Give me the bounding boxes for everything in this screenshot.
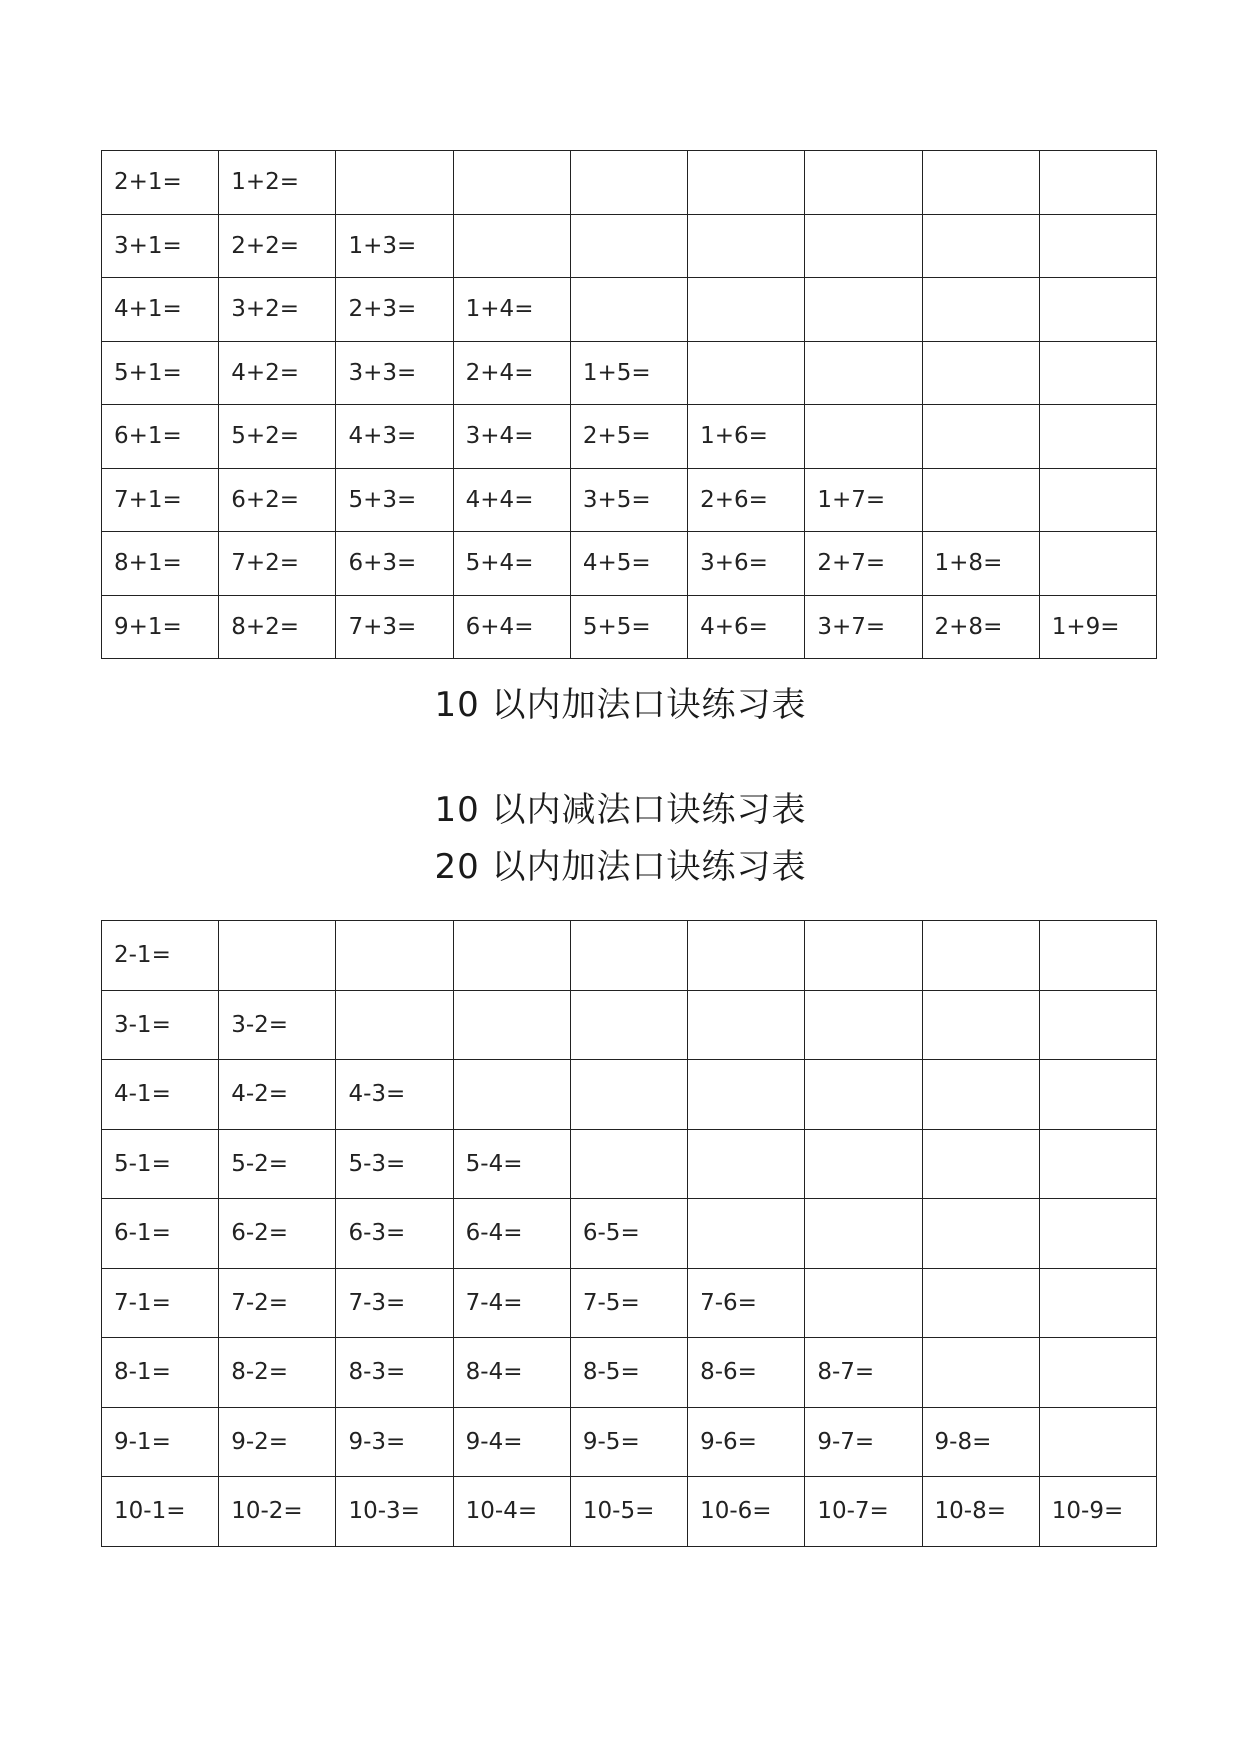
subtraction-table-body (102, 921, 1157, 1547)
table-cell (805, 214, 922, 278)
table-cell (1039, 278, 1156, 342)
table-cell (1039, 990, 1156, 1060)
table-cell (570, 151, 687, 215)
table-cell (688, 921, 805, 991)
table-cell: 1+7= (805, 468, 922, 532)
table-cell: 7+3= (336, 595, 453, 659)
table-cell (1039, 1199, 1156, 1269)
table-cell: 6-5= (570, 1199, 687, 1269)
table-cell (1039, 921, 1156, 991)
table-cell: 6-2= (219, 1199, 336, 1269)
table-cell: 7-5= (570, 1268, 687, 1338)
table-cell: 6-1= (102, 1199, 219, 1269)
table-cell: 6+1= (102, 405, 219, 469)
table-cell: 6-4= (453, 1199, 570, 1269)
table-cell (922, 1268, 1039, 1338)
table-cell: 3+5= (570, 468, 687, 532)
table-cell: 8-2= (219, 1338, 336, 1408)
table-cell (1039, 1129, 1156, 1199)
table-cell: 10-9= (1039, 1477, 1156, 1547)
table-row (102, 1199, 1157, 1269)
table-cell: 3+6= (688, 532, 805, 596)
table-cell (922, 341, 1039, 405)
table-cell: 10-5= (570, 1477, 687, 1547)
table-cell: 9-1= (102, 1407, 219, 1477)
table-cell: 8-6= (688, 1338, 805, 1408)
table-row (102, 278, 1157, 342)
table-cell: 3+3= (336, 341, 453, 405)
table-cell: 2+4= (453, 341, 570, 405)
table-cell: 3+1= (102, 214, 219, 278)
table-cell: 7+2= (219, 532, 336, 596)
table-row (102, 1407, 1157, 1477)
table-cell (1039, 151, 1156, 215)
table-cell: 6+4= (453, 595, 570, 659)
table-cell (922, 214, 1039, 278)
table-cell: 5-2= (219, 1129, 336, 1199)
table-cell (453, 921, 570, 991)
table-cell: 2+5= (570, 405, 687, 469)
table-cell (805, 921, 922, 991)
table-cell (1039, 214, 1156, 278)
table-cell (805, 278, 922, 342)
table-cell: 5+2= (219, 405, 336, 469)
table-cell (570, 1060, 687, 1130)
table-row (102, 990, 1157, 1060)
table-cell: 8-7= (805, 1338, 922, 1408)
table-cell: 7-2= (219, 1268, 336, 1338)
table-cell (570, 990, 687, 1060)
table-cell: 1+9= (1039, 595, 1156, 659)
table-cell: 10-1= (102, 1477, 219, 1547)
table-cell: 1+3= (336, 214, 453, 278)
table-cell (688, 151, 805, 215)
table-cell (570, 1129, 687, 1199)
table-cell (570, 214, 687, 278)
table-cell: 10-2= (219, 1477, 336, 1547)
table-cell (805, 1129, 922, 1199)
subtraction-practice-table (101, 920, 1157, 1547)
table-cell: 7-3= (336, 1268, 453, 1338)
table-cell: 1+6= (688, 405, 805, 469)
table-cell (805, 341, 922, 405)
table-cell (336, 921, 453, 991)
table-cell (805, 990, 922, 1060)
table-cell (922, 1129, 1039, 1199)
table-cell: 4+5= (570, 532, 687, 596)
table-cell: 2+2= (219, 214, 336, 278)
table-cell (1039, 468, 1156, 532)
table-row (102, 921, 1157, 991)
table-row (102, 151, 1157, 215)
table-cell: 7+1= (102, 468, 219, 532)
table-cell (922, 468, 1039, 532)
table-cell (688, 214, 805, 278)
table-row (102, 532, 1157, 596)
table-cell: 1+5= (570, 341, 687, 405)
table-cell (688, 341, 805, 405)
table-cell: 6+3= (336, 532, 453, 596)
table-row (102, 341, 1157, 405)
table-cell: 9-5= (570, 1407, 687, 1477)
table-row (102, 1477, 1157, 1547)
addition-20-heading: 20 以内加法口诀练习表 (434, 847, 807, 887)
table-cell: 10-8= (922, 1477, 1039, 1547)
table-cell: 7-4= (453, 1268, 570, 1338)
table-cell: 10-6= (688, 1477, 805, 1547)
table-cell: 2+3= (336, 278, 453, 342)
table-cell: 2+8= (922, 595, 1039, 659)
table-cell (219, 921, 336, 991)
table-row (102, 1060, 1157, 1130)
table-cell: 3+4= (453, 405, 570, 469)
table-cell: 9-3= (336, 1407, 453, 1477)
table-cell (336, 990, 453, 1060)
table-cell: 7-1= (102, 1268, 219, 1338)
table-cell (336, 151, 453, 215)
table-row (102, 468, 1157, 532)
addition-10-heading: 10 以内加法口诀练习表 (434, 685, 807, 725)
table-cell (688, 1199, 805, 1269)
table-cell (453, 214, 570, 278)
table-cell (1039, 405, 1156, 469)
table-cell: 9-6= (688, 1407, 805, 1477)
table-cell (688, 1060, 805, 1130)
table-cell: 4+1= (102, 278, 219, 342)
subtraction-10-heading: 10 以内减法口诀练习表 (434, 790, 807, 830)
table-cell (922, 990, 1039, 1060)
table-cell: 1+8= (922, 532, 1039, 596)
table-cell: 8+1= (102, 532, 219, 596)
table-cell (688, 1129, 805, 1199)
table-cell (570, 278, 687, 342)
table-cell: 8+2= (219, 595, 336, 659)
table-cell (1039, 1407, 1156, 1477)
table-cell: 2+6= (688, 468, 805, 532)
addition-table-body (102, 151, 1157, 659)
table-cell (922, 1338, 1039, 1408)
table-cell (453, 1060, 570, 1130)
addition-practice-table (101, 150, 1157, 659)
table-cell: 5+4= (453, 532, 570, 596)
table-cell (922, 278, 1039, 342)
table-cell: 9-4= (453, 1407, 570, 1477)
table-cell: 10-3= (336, 1477, 453, 1547)
table-row (102, 1268, 1157, 1338)
table-cell: 10-4= (453, 1477, 570, 1547)
table-cell: 4-2= (219, 1060, 336, 1130)
table-cell (922, 921, 1039, 991)
table-cell: 3+7= (805, 595, 922, 659)
table-cell: 7-6= (688, 1268, 805, 1338)
table-cell (805, 1199, 922, 1269)
table-cell (805, 405, 922, 469)
table-cell (922, 151, 1039, 215)
table-cell: 5-3= (336, 1129, 453, 1199)
table-cell: 10-7= (805, 1477, 922, 1547)
table-cell: 5-4= (453, 1129, 570, 1199)
table-cell: 8-5= (570, 1338, 687, 1408)
table-cell: 4+6= (688, 595, 805, 659)
table-cell (922, 1199, 1039, 1269)
table-cell (922, 405, 1039, 469)
table-cell: 9+1= (102, 595, 219, 659)
table-cell (453, 990, 570, 1060)
table-cell: 3-1= (102, 990, 219, 1060)
table-cell: 5-1= (102, 1129, 219, 1199)
table-cell: 5+3= (336, 468, 453, 532)
table-cell: 3-2= (219, 990, 336, 1060)
table-row (102, 595, 1157, 659)
table-cell (453, 151, 570, 215)
table-cell (805, 151, 922, 215)
table-cell: 9-7= (805, 1407, 922, 1477)
table-row (102, 1129, 1157, 1199)
table-cell: 1+4= (453, 278, 570, 342)
table-cell: 6+2= (219, 468, 336, 532)
table-cell: 4-1= (102, 1060, 219, 1130)
table-cell: 2+1= (102, 151, 219, 215)
table-cell (1039, 1338, 1156, 1408)
table-cell: 4+4= (453, 468, 570, 532)
table-cell (805, 1060, 922, 1130)
table-cell (688, 278, 805, 342)
table-cell: 8-4= (453, 1338, 570, 1408)
table-cell: 5+1= (102, 341, 219, 405)
table-cell (805, 1268, 922, 1338)
table-cell: 5+5= (570, 595, 687, 659)
table-cell: 8-1= (102, 1338, 219, 1408)
table-cell: 3+2= (219, 278, 336, 342)
table-cell (570, 921, 687, 991)
table-cell (922, 1060, 1039, 1130)
table-cell: 6-3= (336, 1199, 453, 1269)
table-cell (1039, 341, 1156, 405)
table-cell (1039, 1268, 1156, 1338)
table-cell: 8-3= (336, 1338, 453, 1408)
table-cell: 2-1= (102, 921, 219, 991)
table-row (102, 214, 1157, 278)
table-cell: 4+2= (219, 341, 336, 405)
table-cell: 9-2= (219, 1407, 336, 1477)
table-cell: 1+2= (219, 151, 336, 215)
table-cell: 2+7= (805, 532, 922, 596)
table-cell (1039, 532, 1156, 596)
table-cell (688, 990, 805, 1060)
table-cell: 9-8= (922, 1407, 1039, 1477)
table-cell: 4+3= (336, 405, 453, 469)
table-cell: 4-3= (336, 1060, 453, 1130)
table-row (102, 405, 1157, 469)
table-row (102, 1338, 1157, 1408)
table-cell (1039, 1060, 1156, 1130)
